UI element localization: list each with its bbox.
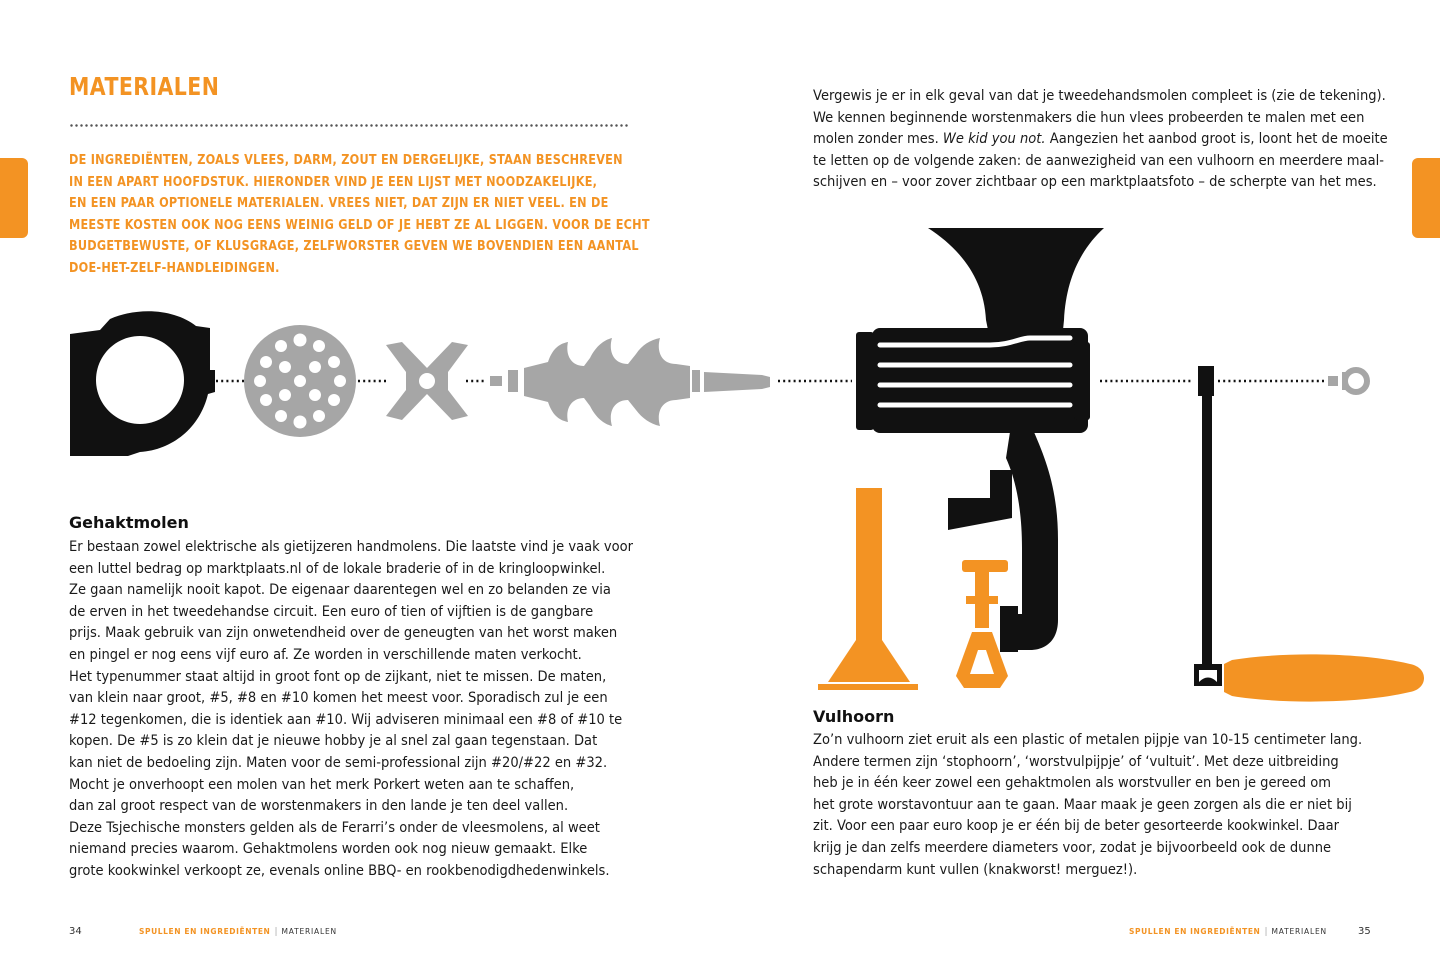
- body-line: kan niet de bedoeling zijn. Maten voor de semi-professional zijn #20/#22 en #32.: [69, 754, 608, 771]
- body-line: Mocht je onverhoopt een molen van het merk Porkert weten aan te schaffen,: [69, 776, 575, 793]
- footer-section: MATERIALEN: [1271, 927, 1327, 936]
- handle-nut-icon: [1328, 370, 1367, 392]
- footer-section: MATERIALEN: [281, 927, 337, 936]
- footer-separator: |: [274, 927, 278, 937]
- body-line: schapendarm kunt vullen (knakworst! merguez!).: [813, 861, 1138, 878]
- body-line: schijven en – voor zover zichtbaar op een marktplaatsfoto – de scherpte van het mes.: [813, 174, 1377, 191]
- page-number-right: 35: [1358, 926, 1371, 937]
- footer-separator: |: [1264, 927, 1268, 937]
- stuffing-horn-icon: [818, 488, 918, 690]
- footer-chapter: SPULLEN EN INGREDIËNTEN: [139, 927, 271, 936]
- cross-knife-icon: [386, 342, 468, 420]
- italic-phrase: We kid you not.: [942, 131, 1046, 148]
- body-line: Deze Tsjechische monsters gelden als de Ferarri’s onder de vleesmolens, al weet: [69, 819, 600, 836]
- section-heading-gehaktmolen: Gehaktmolen: [69, 513, 189, 532]
- body-line: We kennen beginnende worstenmakers die hun vlees probeerden te malen met een: [813, 109, 1365, 126]
- body-line: prijs. Maak gebruik van zijn onwetendheid over de geneugten van het worst maken: [69, 625, 618, 642]
- page-title: MATERIALEN: [69, 72, 220, 101]
- body-line: en pingel er nog eens vijf euro af. Ze worden in verschillende maten verkocht.: [69, 646, 582, 663]
- intro-line: BUDGETBEWUSTE, OF KLUSGRAGE, ZELFWORSTER GEVEN WE BOVENDIEN EEN AANTAL: [69, 238, 639, 254]
- body-line: het grote worstavontuur aan te gaan. Maar maak je geen zorgen als die er niet bij: [813, 796, 1352, 813]
- body-line: een luttel bedrag op marktplaats.nl of de lokale braderie of in de kringloopwinkel.: [69, 560, 606, 577]
- intro-line: IN EEN APART HOOFDSTUK. HIERONDER VIND JE EEN LIJST MET NOODZAKELIJKE,: [69, 173, 598, 190]
- body-text: Aangezien het aanbod groot is, loont het de moeite: [1045, 131, 1388, 148]
- body-line: heb je in één keer zowel een gehaktmolen als worstvuller en ben je gereed om: [813, 775, 1331, 792]
- body-line: Het typenummer staat altijd in groot font op de zijkant, niet te missen. De maten,: [69, 668, 607, 685]
- body-line: van klein naar groot, #5, #8 en #10 komen het meest voor. Sporadisch zul je een: [69, 690, 608, 707]
- body-line: de erven in het tweedehandse circuit. Een euro of tien of vijftien is de gangbare: [69, 603, 594, 620]
- running-footer-left: [139, 927, 337, 937]
- body-line: #12 tegenkomen, die is identiek aan #10. Wij adviseren minimaal een #8 of #10 te: [69, 711, 623, 728]
- body-line: zit. Voor een paar euro koop je er één bij de beter gesorteerde kookwinkel. Daar: [813, 818, 1339, 835]
- crank-handle-icon: [1194, 366, 1424, 702]
- body-line: krijg je dan zelfs meerdere diameters voor, zodat je bijvoorbeeld ook de dunne: [813, 839, 1332, 856]
- footer-chapter: SPULLEN EN INGREDIËNTEN: [1129, 927, 1261, 936]
- body-line: niemand precies waarom. Gehaktmolens worden ook nog nieuw gemaakt. Elke: [69, 841, 588, 858]
- body-line: grote kookwinkel verkoopt ze, evenals online BBQ- en rookbenodigdhedenwinkels.: [69, 862, 610, 879]
- body-line: kopen. De #5 is zo klein dat je nieuwe hobby je al snel zal gaan tegenstaan. Dat: [69, 733, 598, 750]
- page-number-left: 34: [69, 926, 82, 937]
- ring-nut-icon: [70, 311, 215, 456]
- intro-line: DE INGREDIËNTEN, ZOALS VLEES, DARM, ZOUT EN DERGELIJKE, STAAN BESCHREVEN: [69, 152, 623, 168]
- body-line: Andere termen zijn ‘stophoorn’, ‘worstvulpijpje’ of ‘vultuit’. Met deze uitbreiding: [813, 753, 1339, 770]
- body-line: Zo’n vulhoorn ziet eruit als een plastic of metalen pijpje van 10-15 centimeter lang.: [813, 732, 1363, 748]
- running-footer-right: [1129, 927, 1327, 937]
- intro-line: MEESTE KOSTEN OOK NOG EENS WEINIG GELD OF JE HEBT ZE AL LIGGEN. VOOR DE ECHT: [69, 216, 650, 233]
- body-line: Vergewis je er in elk geval van dat je tweedehandsmolen compleet is (zie de tekening).: [813, 88, 1386, 104]
- intro-line: DOE-HET-ZELF-HANDLEIDINGEN.: [69, 259, 280, 276]
- body-line: Ze gaan namelijk nooit kapot. De eigenaar daarentegen wel en zo belanden ze via: [69, 582, 611, 599]
- section-heading-vulhoorn: Vulhoorn: [813, 707, 895, 726]
- body-line: Er bestaan zowel elektrische als gietijzeren handmolens. Die laatste vind je vaak voor: [69, 539, 634, 555]
- body-line: dan zal groot respect van de worstenmakers in den lande je ten deel vallen.: [69, 798, 569, 815]
- intro-line: EN EEN PAAR OPTIONELE MATERIALEN. VREES NIET, DAT ZIJN ER NIET VEEL. EN DE: [69, 195, 609, 211]
- body-line: te letten op de volgende zaken: de aanwezigheid van een vulhoorn en meerdere maal-: [813, 152, 1384, 169]
- grinder-plate-icon: [244, 325, 356, 437]
- auger-screw-icon: [490, 338, 770, 426]
- body-text: molen zonder mes.: [813, 131, 943, 148]
